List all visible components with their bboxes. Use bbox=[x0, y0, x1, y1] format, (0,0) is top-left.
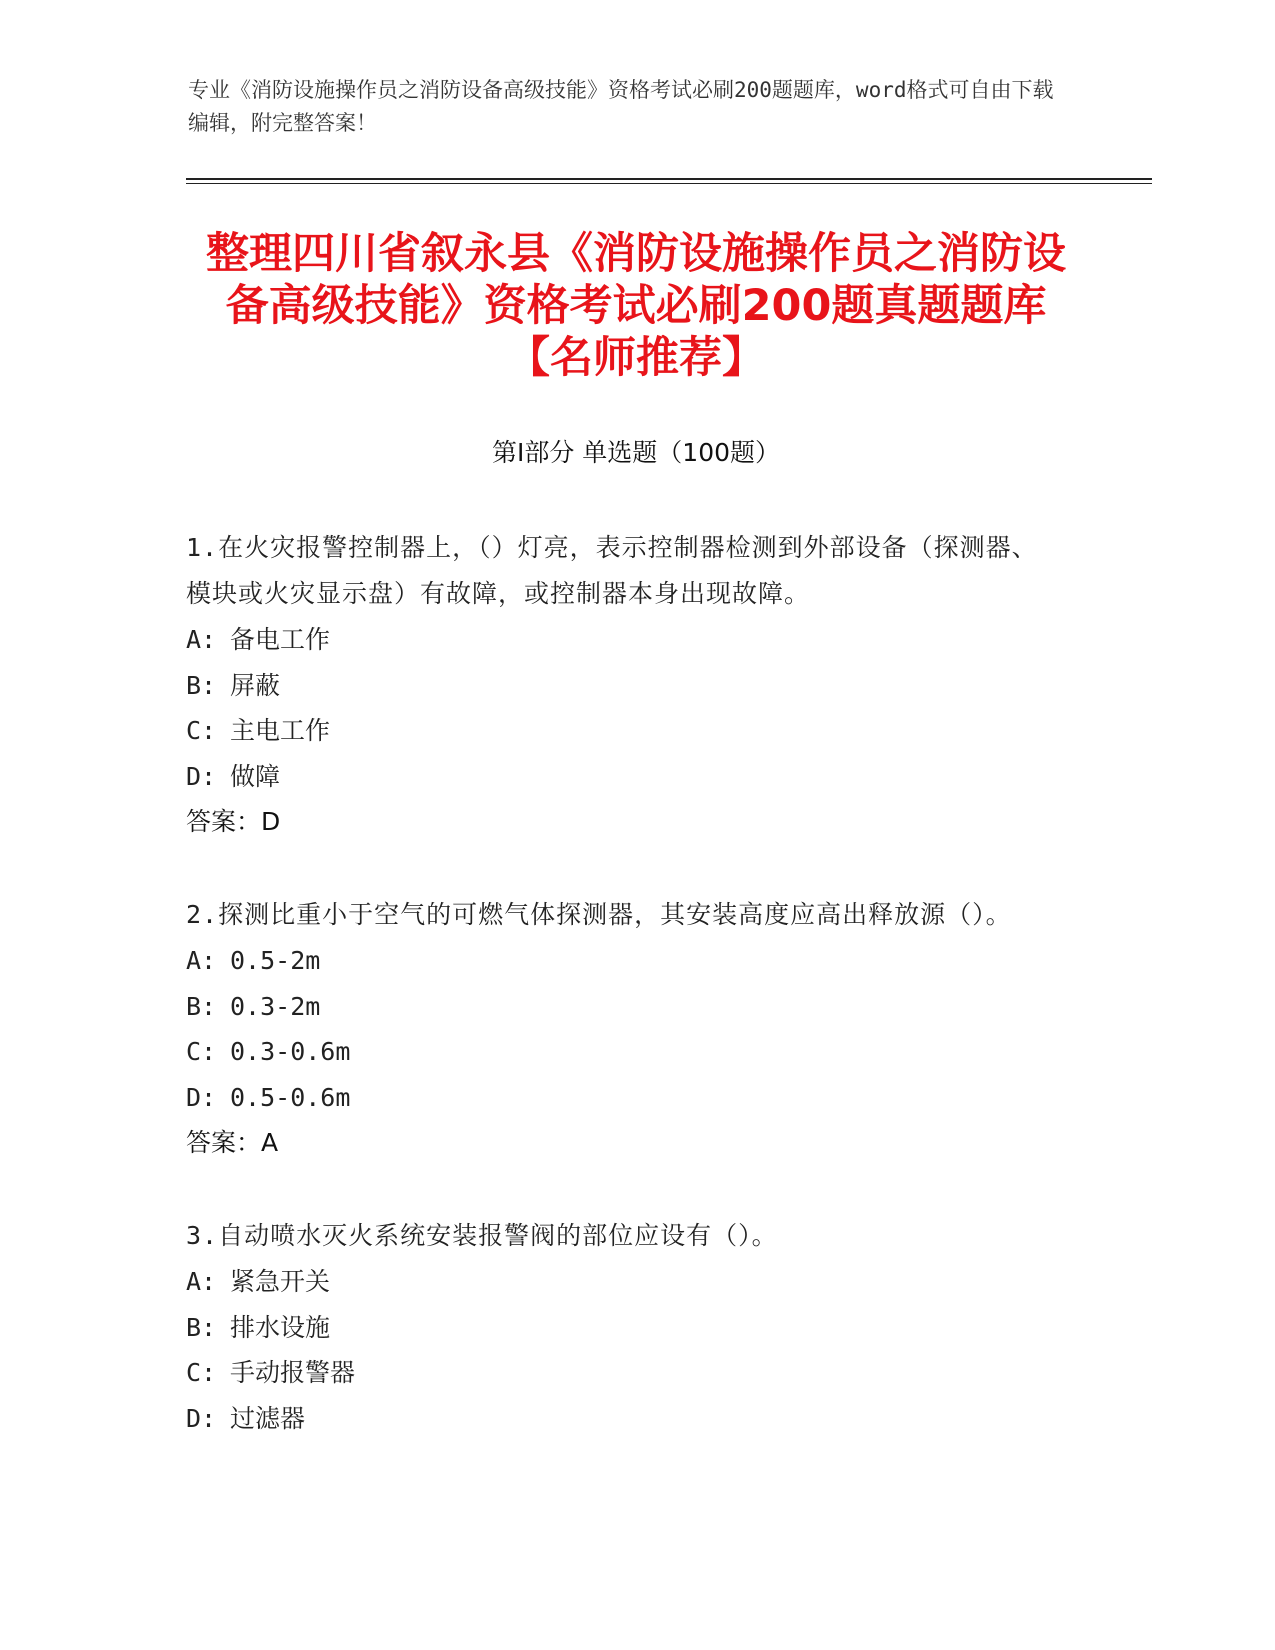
option-c bbox=[186, 1350, 1056, 1396]
option-d bbox=[186, 1396, 1056, 1442]
option-key: C: bbox=[186, 1358, 217, 1387]
section-title: 第Ⅰ部分 单选题（100题） bbox=[491, 438, 781, 467]
option-text: 0.5-2m bbox=[230, 946, 321, 975]
option-key: A: bbox=[186, 946, 217, 975]
answer: 答案：D bbox=[186, 807, 281, 836]
option-text: 手动报警器 bbox=[230, 1358, 356, 1387]
option-key: D: bbox=[186, 761, 217, 791]
option-text: 屏蔽 bbox=[230, 670, 281, 700]
option-key: B: bbox=[186, 991, 217, 1021]
option-a bbox=[186, 617, 1056, 663]
option-text: 紧急开关 bbox=[230, 1267, 331, 1296]
option-b bbox=[186, 663, 1056, 709]
document-title: 整理四川省叙永县《消防设施操作员之消防设备高级技能》资格考试必刷200题真题题库【名师推荐】 bbox=[206, 229, 1066, 383]
option-c bbox=[186, 708, 1056, 754]
option-text: 0.5-0.6m bbox=[230, 1082, 351, 1112]
option-text: 0.3-2m bbox=[230, 991, 321, 1021]
option-text: 过滤器 bbox=[230, 1403, 306, 1433]
option-d bbox=[186, 754, 1056, 800]
answer: 答案：A bbox=[186, 1128, 279, 1157]
question-list bbox=[186, 525, 1056, 1488]
option-text: 主电工作 bbox=[230, 716, 331, 745]
option-text: 0.3-0.6m bbox=[230, 1037, 351, 1066]
question-text: 2.探测比重小于空气的可燃气体探测器，其安装高度应高出释放源（）。 bbox=[186, 900, 1012, 929]
option-key: C: bbox=[186, 1037, 217, 1066]
option-b bbox=[186, 1305, 1056, 1351]
option-d bbox=[186, 1075, 1056, 1121]
question-2 bbox=[186, 892, 1056, 1166]
option-text: 备电工作 bbox=[230, 625, 331, 654]
option-key: B: bbox=[186, 1312, 217, 1342]
option-key: A: bbox=[186, 1267, 217, 1296]
option-key: D: bbox=[186, 1082, 217, 1112]
question-text: 3.自动喷水灭火系统安装报警阀的部位应设有（）。 bbox=[186, 1221, 778, 1250]
option-key: C: bbox=[186, 716, 217, 745]
question-1 bbox=[186, 525, 1056, 845]
header-note: 专业《消防设施操作员之消防设备高级技能》资格考试必刷200题题库，word格式可自由下载编辑，附完整答案！ bbox=[188, 78, 1054, 135]
option-text: 排水设施 bbox=[230, 1312, 331, 1342]
option-b bbox=[186, 984, 1056, 1030]
question-3 bbox=[186, 1213, 1056, 1441]
option-a bbox=[186, 1259, 1056, 1305]
option-key: B: bbox=[186, 670, 217, 700]
option-key: A: bbox=[186, 625, 217, 654]
option-key: D: bbox=[186, 1403, 217, 1433]
option-text: 做障 bbox=[230, 761, 281, 791]
header-divider-thick bbox=[186, 178, 1152, 180]
header-divider-thin bbox=[186, 183, 1152, 184]
option-c bbox=[186, 1029, 1056, 1075]
option-a bbox=[186, 938, 1056, 984]
question-text: 1.在火灾报警控制器上，（）灯亮，表示控制器检测到外部设备（探测器、模块或火灾显示盘）有故障，或控制器本身出现故障。 bbox=[186, 533, 1038, 608]
